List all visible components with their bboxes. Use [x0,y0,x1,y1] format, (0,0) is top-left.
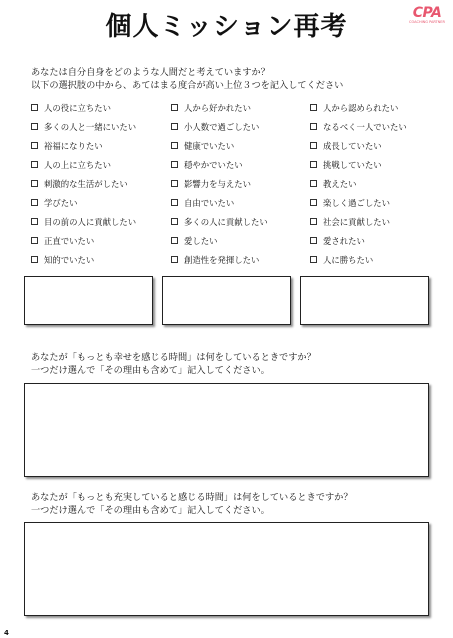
option-item[interactable] [171,136,268,155]
option-label: 人から好かれたい [184,102,251,113]
checkbox-icon[interactable] [171,180,178,187]
option-label: 刺激的な生活がしたい [44,178,128,189]
option-item[interactable] [31,98,136,117]
checkbox-icon[interactable] [171,256,178,263]
checkbox-icon[interactable] [31,218,38,225]
options-column-3 [310,98,407,269]
corner-mark: 4 [4,629,9,637]
option-item[interactable] [31,136,136,155]
option-item[interactable] [31,193,136,212]
option-item[interactable] [171,212,268,231]
option-item[interactable] [171,231,268,250]
checkbox-icon[interactable] [171,199,178,206]
option-item[interactable] [310,193,407,212]
checkbox-icon[interactable] [310,256,317,263]
option-label: 正直でいたい [44,235,95,246]
question-2-line-1: あなたが「もっとも幸せを感じる時間」は何をしているときですか？ [31,352,316,363]
option-item[interactable] [310,250,407,269]
question-2 [31,351,316,377]
checkbox-icon[interactable] [31,199,38,206]
question-2-line-2: 一つだけ選んで「その理由も含めて」記入してください。 [31,365,270,376]
question-3-line-1: あなたが「もっとも充実していると感じる時間」は何をしているときですか？ [31,492,353,503]
checkbox-icon[interactable] [171,104,178,111]
option-label: 目の前の人に貢献したい [44,216,137,227]
option-item[interactable] [31,212,136,231]
option-item[interactable] [171,174,268,193]
checkbox-icon[interactable] [171,123,178,130]
answer-box-fulfillment[interactable] [24,522,429,616]
answer-box-1[interactable] [24,276,153,325]
option-label: 楽しく過ごしたい [323,197,390,208]
options-column-1 [31,98,136,269]
option-label: 小人数で過ごしたい [184,121,260,132]
option-item[interactable] [31,250,136,269]
checkbox-icon[interactable] [310,199,317,206]
answer-box-3[interactable] [300,276,429,325]
logo-mark: CPA [412,5,442,21]
checkbox-icon[interactable] [310,237,317,244]
checkbox-icon[interactable] [31,142,38,149]
option-label: 健康でいたい [184,140,235,151]
question-3-line-2: 一つだけ選んで「その理由も含めて」記入してください。 [31,505,270,516]
option-label: 教えたい [323,178,357,189]
option-label: 影響力を与えたい [184,178,251,189]
checkbox-icon[interactable] [171,161,178,168]
option-label: 裕福になりたい [44,140,103,151]
option-label: 成長していたい [323,140,382,151]
checkbox-icon[interactable] [310,142,317,149]
checkbox-icon[interactable] [310,218,317,225]
option-item[interactable] [310,155,407,174]
option-item[interactable] [171,98,268,117]
logo [407,6,447,25]
option-label: 創造性を発揮したい [184,254,260,265]
option-item[interactable] [310,98,407,117]
checkbox-icon[interactable] [310,180,317,187]
option-label: なるべく一人でいたい [323,121,407,132]
option-item[interactable] [31,155,136,174]
logo-subtitle: COACHING PARTNER [409,20,445,24]
answer-box-2[interactable] [162,276,291,325]
checkbox-icon[interactable] [31,104,38,111]
options-column-2 [171,98,268,269]
checkbox-icon[interactable] [31,161,38,168]
option-item[interactable] [171,250,268,269]
option-label: 学びたい [44,197,78,208]
question-1-line-2: 以下の選択肢の中から、あてはまる度合が高い上位３つを記入してください [31,80,344,91]
option-label: 愛されたい [323,235,365,246]
checkbox-icon[interactable] [310,123,317,130]
option-item[interactable] [171,117,268,136]
checkbox-icon[interactable] [31,256,38,263]
option-item[interactable] [310,231,407,250]
option-label: 人に勝ちたい [323,254,374,265]
option-item[interactable] [310,174,407,193]
option-label: 愛したい [184,235,218,246]
option-label: 穏やかでいたい [184,159,243,170]
option-item[interactable] [310,117,407,136]
option-item[interactable] [31,174,136,193]
checkbox-icon[interactable] [310,161,317,168]
checkbox-icon[interactable] [31,237,38,244]
option-label: 知的でいたい [44,254,95,265]
option-label: 社会に貢献したい [323,216,390,227]
checkbox-icon[interactable] [31,180,38,187]
option-label: 人の上に立ちたい [44,159,111,170]
option-label: 多くの人に貢献したい [184,216,268,227]
question-1-line-1: あなたは自分自身をどのような人間だと考えていますか？ [31,67,270,78]
option-label: 多くの人と一緒にいたい [44,121,137,132]
checkbox-icon[interactable] [171,142,178,149]
question-3 [31,491,353,517]
checkbox-icon[interactable] [171,218,178,225]
option-item[interactable] [31,231,136,250]
option-label: 挑戦していたい [323,159,382,170]
option-item[interactable] [171,155,268,174]
question-1 [31,66,343,92]
option-item[interactable] [310,212,407,231]
checkbox-icon[interactable] [171,237,178,244]
option-label: 人の役に立ちたい [44,102,111,113]
option-item[interactable] [31,117,136,136]
option-item[interactable] [171,193,268,212]
checkbox-icon[interactable] [31,123,38,130]
option-item[interactable] [310,136,407,155]
page-title: 個人ミッション再考 [105,12,348,42]
option-label: 自由でいたい [184,197,235,208]
checkbox-icon[interactable] [310,104,317,111]
answer-box-happiness[interactable] [24,383,429,477]
option-label: 人から認められたい [323,102,399,113]
